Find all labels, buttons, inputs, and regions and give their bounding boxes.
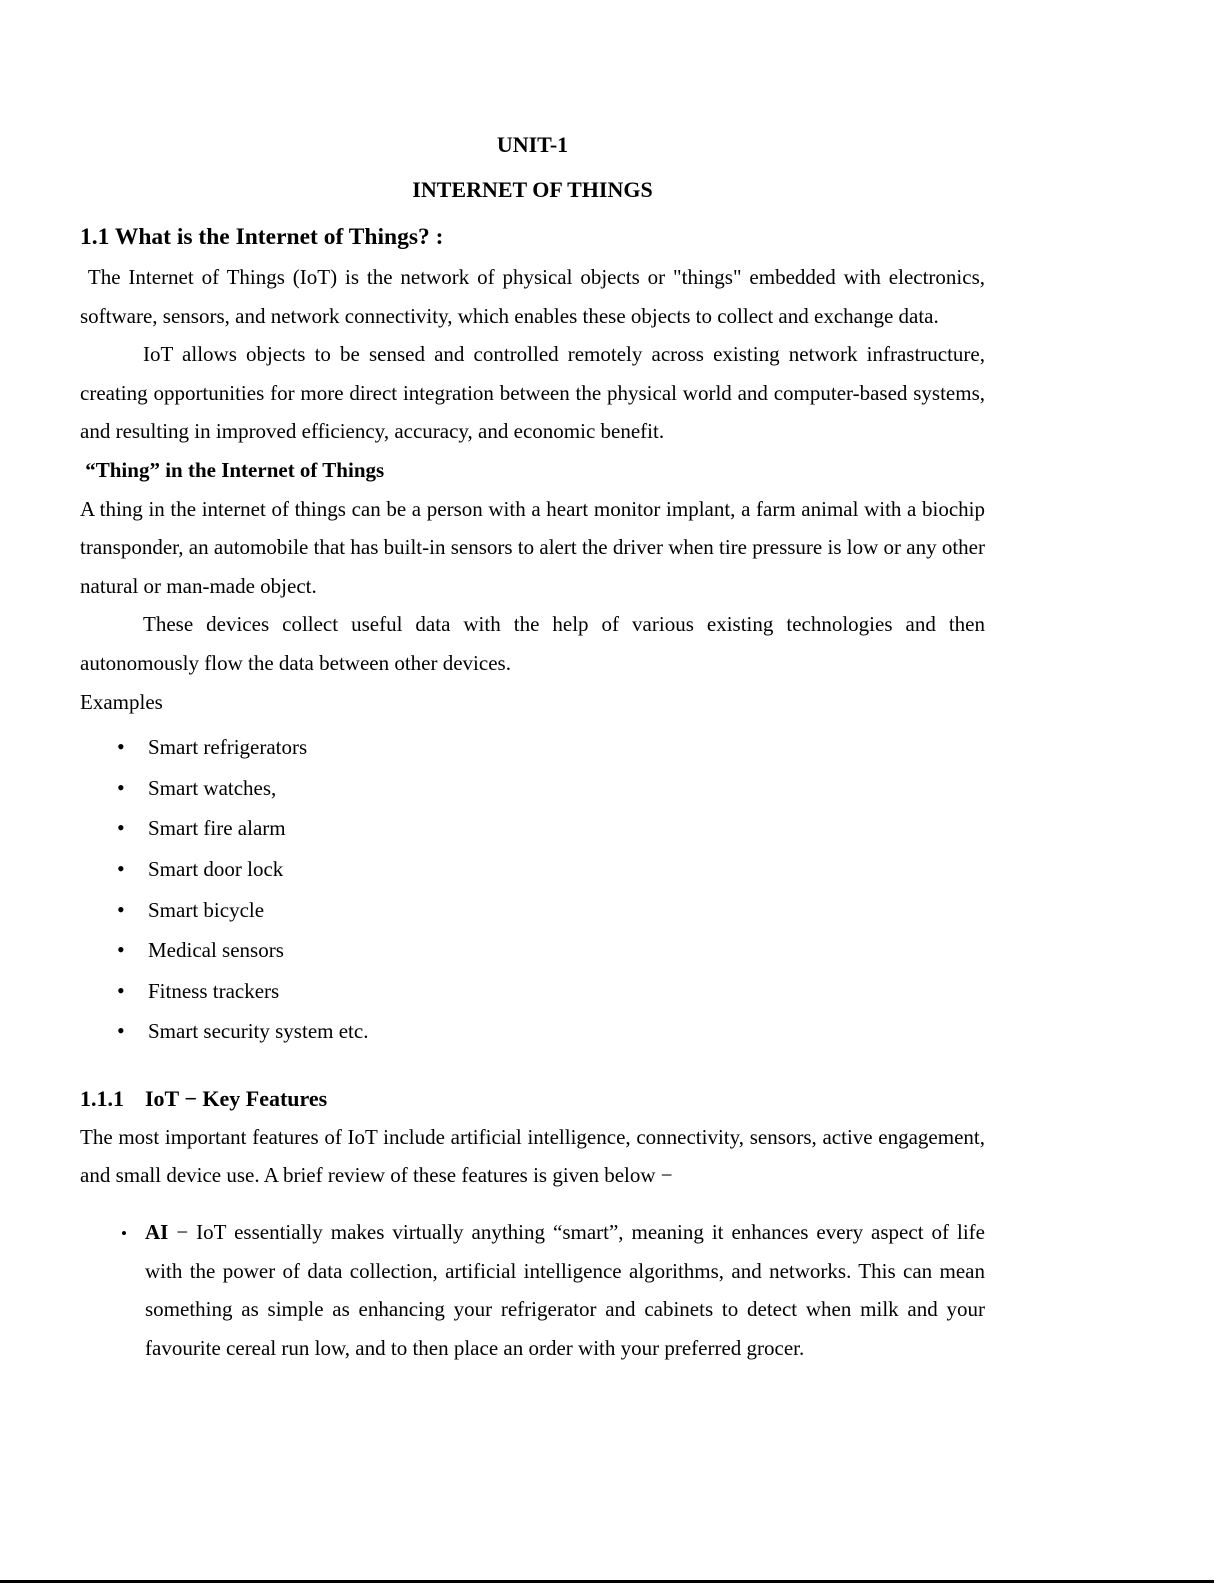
examples-list xyxy=(80,727,985,1052)
list-item: • Smart fire alarm xyxy=(80,808,985,849)
feature-text: − IoT essentially makes virtually anything “smart”, meaning it enhances every aspect of life with the power of data collection, artificial intelligence algorithms, and networks. This can mean something as simple as enhancing your refrigerator and cabinets to detect when milk and your favourite cereal run low, and to then place an order with your preferred grocer. xyxy=(145,1220,991,1360)
page-bottom-rule xyxy=(0,1580,1214,1583)
paragraph-iot-remote-control: IoT allows objects to be sensed and controlled remotely across existing network infrastructure, creating opportunities for more direct integration between the physical world and computer-based systems, and resulting in improved efficiency, accuracy, and economic benefit. xyxy=(80,342,991,444)
unit-title: UNIT-1 xyxy=(496,132,569,157)
list-item: • Smart door lock xyxy=(80,849,985,890)
unit-subtitle: INTERNET OF THINGS xyxy=(412,177,653,202)
list-item: • Smart refrigerators xyxy=(80,727,985,768)
list-item: • Smart security system etc. xyxy=(80,1011,985,1052)
features-list xyxy=(80,1213,991,1367)
paragraph-iot-definition: The Internet of Things (IoT) is the network of physical objects or "things" embedded with electronics, software, sensors, and network connectivity, which enables these objects to collect and exchange data. xyxy=(80,265,991,328)
paragraph-thing-definition: A thing in the internet of things can be a person with a heart monitor implant, a farm animal with a biochip transponder, an automobile that has built-in sensors to alert the driver when tire pressure is low or any other natural or man-made object. xyxy=(80,496,991,598)
section-1-1-heading: 1.1 What is the Internet of Things? : xyxy=(80,224,444,250)
document-page xyxy=(80,122,991,1367)
thing-subheading: “Thing” in the Internet of Things xyxy=(80,457,385,482)
examples-label: Examples xyxy=(80,689,163,714)
paragraph-devices-data: These devices collect useful data with the help of various existing technologies and then autonomously flow the data between other devices. xyxy=(80,612,991,675)
list-item: • Smart watches, xyxy=(80,768,985,809)
paragraph-key-features-intro: The most important features of IoT include artificial intelligence, connectivity, sensors, active engagement, and small device use. A brief review of these features is given below − xyxy=(80,1124,991,1188)
section-number: 1.1.1 xyxy=(80,1085,124,1111)
list-item: • Fitness trackers xyxy=(80,971,985,1012)
section-title: IoT − Key Features xyxy=(145,1085,328,1111)
list-item: • Smart bicycle xyxy=(80,890,985,931)
feature-item xyxy=(80,1213,991,1367)
list-item: • Medical sensors xyxy=(80,930,985,971)
feature-term: AI xyxy=(145,1220,169,1245)
section-1-1-1-heading xyxy=(80,1080,985,1118)
